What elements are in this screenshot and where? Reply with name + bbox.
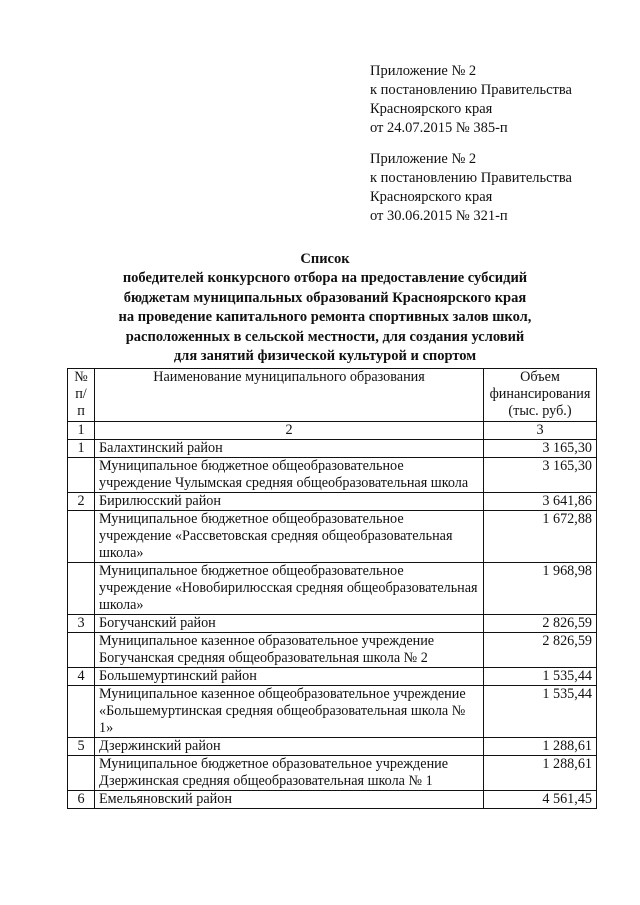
title-line-5: расположенных в сельской местности, для создания условий (125, 328, 525, 345)
row-number-cell (68, 511, 95, 563)
table-row (68, 791, 597, 809)
row-name-cell: Муниципальное бюджетное общеобразовательное учреждение Чулымская средняя общеобразовательная школа (95, 458, 484, 493)
appendix-2-line-2: к постановлению Правительства (370, 170, 572, 186)
row-name-cell: Емельяновский район (95, 791, 484, 809)
header-num-line-1: № (74, 369, 88, 385)
table-row (68, 738, 597, 756)
row-number-cell: 3 (68, 615, 95, 633)
row-number-cell: 4 (68, 668, 95, 686)
table-row (68, 668, 597, 686)
row-number-cell (68, 633, 95, 668)
title-line-3: бюджетам муниципальных образований Красноярского края (123, 289, 527, 306)
row-name-cell: Бирилюсский район (95, 493, 484, 511)
title-line-2: победителей конкурсного отбора на предоставление субсидий (122, 270, 528, 287)
row-number-cell (68, 563, 95, 615)
row-value-cell: 1 288,61 (484, 756, 597, 791)
table-row (68, 563, 597, 615)
index-cell-3: 3 (484, 422, 597, 440)
table-row (68, 458, 597, 493)
header-vol-line-1: Объем (520, 369, 560, 385)
header-num-cell (68, 369, 95, 422)
header-name-cell: Наименование муниципального образования (95, 369, 484, 422)
row-value-cell: 3 165,30 (484, 440, 597, 458)
table-row (68, 615, 597, 633)
row-name-cell: Большемуртинский район (95, 668, 484, 686)
appendix-2-line-4: от 30.06.2015 № 321-п (370, 208, 508, 224)
row-value-cell: 1 535,44 (484, 686, 597, 738)
row-value-cell: 2 826,59 (484, 633, 597, 668)
table-row (68, 686, 597, 738)
row-number-cell (68, 756, 95, 791)
table-header-row (68, 369, 597, 422)
row-number-cell: 6 (68, 791, 95, 809)
row-number-cell: 1 (68, 440, 95, 458)
row-name-cell: Дзержинский район (95, 738, 484, 756)
header-num-line-2: п/п (75, 386, 87, 419)
row-number-cell (68, 686, 95, 738)
table-row (68, 440, 597, 458)
row-name-cell: Балахтинский район (95, 440, 484, 458)
appendix-1-line-1: Приложение № 2 (370, 63, 477, 79)
row-value-cell: 3 641,86 (484, 493, 597, 511)
document-title (60, 250, 590, 366)
index-cell-2: 2 (95, 422, 484, 440)
title-line-4: на проведение капитального ремонта спортивных залов школ, (118, 309, 532, 326)
appendix-1-line-2: к постановлению Правительства (370, 82, 572, 98)
row-value-cell: 3 165,30 (484, 458, 597, 493)
header-vol-line-2: финансирования (489, 386, 591, 402)
row-value-cell: 1 968,98 (484, 563, 597, 615)
winners-table (67, 368, 597, 809)
table-row (68, 633, 597, 668)
header-volume-cell (484, 369, 597, 422)
header-vol-line-3: (тыс. руб.) (508, 403, 572, 419)
row-number-cell (68, 458, 95, 493)
row-value-cell: 2 826,59 (484, 615, 597, 633)
row-name-cell: Богучанский район (95, 615, 484, 633)
row-name-cell: Муниципальное казенное общеобразовательное учреждение «Большемуртинская средняя общеобразовательная школа № 1» (95, 686, 484, 738)
title-line-1: Список (300, 251, 350, 267)
table-row (68, 511, 597, 563)
row-name-cell: Муниципальное бюджетное общеобразовательное учреждение «Рассветовская средняя общеобразовательная школа» (95, 511, 484, 563)
appendix-block-2 (370, 150, 572, 226)
row-value-cell: 1 672,88 (484, 511, 597, 563)
index-cell-1: 1 (68, 422, 95, 440)
table-row (68, 493, 597, 511)
row-number-cell: 2 (68, 493, 95, 511)
row-value-cell: 1 535,44 (484, 668, 597, 686)
title-line-6: для занятий физической культурой и спортом (173, 348, 477, 365)
table-row (68, 756, 597, 791)
appendix-2-line-3: Красноярского края (370, 189, 493, 205)
row-name-cell: Муниципальное бюджетное общеобразовательное учреждение «Новобирилюсская средняя общеобразовательная школа» (95, 563, 484, 615)
row-name-cell: Муниципальное казенное образовательное учреждение Богучанская средняя общеобразовательная школа № 2 (95, 633, 484, 668)
appendix-2-line-1: Приложение № 2 (370, 151, 477, 167)
appendix-1-line-4: от 24.07.2015 № 385-п (370, 120, 508, 136)
table-index-row (68, 422, 597, 440)
row-name-cell: Муниципальное бюджетное образовательное учреждение Дзержинская средняя общеобразовательная школа № 1 (95, 756, 484, 791)
row-value-cell: 1 288,61 (484, 738, 597, 756)
row-number-cell: 5 (68, 738, 95, 756)
appendix-1-line-3: Красноярского края (370, 101, 493, 117)
row-value-cell: 4 561,45 (484, 791, 597, 809)
appendix-block-1 (370, 62, 572, 138)
